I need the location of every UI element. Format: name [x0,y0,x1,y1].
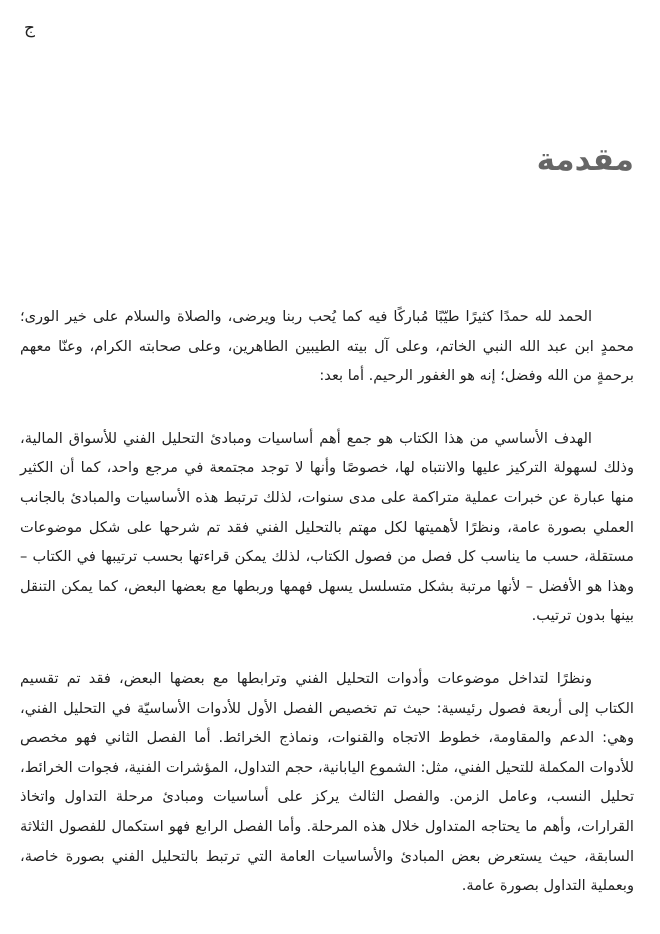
page-number: ج [24,18,35,38]
body-text [20,302,634,934]
chapter-title: مقدمة [536,142,634,178]
paragraph-structure: ونظرًا لتداخل موضوعات وأدوات التحليل الفني وترابطها مع بعضها البعض، فقد تم تقسيم الكتاب إلى أربعة فصول رئيسية: حيث تم تخصيص الفصل الأول للأدوات الأساسيّة في التحليل الفني، وهي: الدعم والمقاومة، خطوط الاتجاه والقنوات، ونماذج الخرائط. أما الفصل الثاني فهو مخصص للأدوات المكملة للتحيل الفني، مثل: الشموع اليابانية، حجم التداول، المؤشرات الفنية، فجوات الخرائط، تحليل النسب، وعامل الزمن. والفصل الثالث يركز على أساسيات ومبادئ مرحلة التداول واتخاذ القرارات، وأهم ما يحتاجه المتداول خلال هذه المرحلة. وأما الفصل الرابع فهو استكمال للفصول الثلاثة السابقة، حيث يستعرض بعض المبادئ والأساسيات العامة التي ترتبط بالتحليل الفني بصورة خاصة، وبعملية التداول بصورة عامة. [20,669,634,895]
paragraph-purpose: الهدف الأساسي من هذا الكتاب هو جمع أهم أساسيات ومبادئ التحليل الفني للأسواق المالية، وذلك لسهولة التركيز عليها والانتباه لها، خصوصًا وأنها لا توجد مجتمعة في مرجع واحد، كما أن الكثير منها عبارة عن خبرات عملية متراكمة على مدى سنوات، لذلك ترتبط هذه الأساسيات والمبادئ بالجانب العملي بصورة عامة، ونظرًا لأهميتها لكل مهتم بالتحليل الفني فقد تم شرحها على شكل موضوعات مستقلة، حسب ما يناسب كل فصل من فصول الكتاب، لذلك يمكن قراءتها بحسب ترتيبها في الكتاب – وهذا هو الأفضل – لأنها مرتبة بشكل متسلسل يسهل فهمها وربطها مع بعضها البعض، كما يمكن التنقل بينها بدون ترتيب. [20,429,634,625]
paragraph-opening: الحمد لله حمدًا كثيرًا طيّبًا مُباركًا فيه كما يُحب ربنا ويرضى، والصلاة والسلام على خير الورى؛ محمدٍ ابن عبد الله النبي الخاتم، وعلى آل بيته الطيبين الطاهرين، وعلى صحابته الكرام، وعنّا معهم برحمةٍ من الله وفضل؛ إنه هو الغفور الرحيم. أما بعد: [20,308,634,385]
